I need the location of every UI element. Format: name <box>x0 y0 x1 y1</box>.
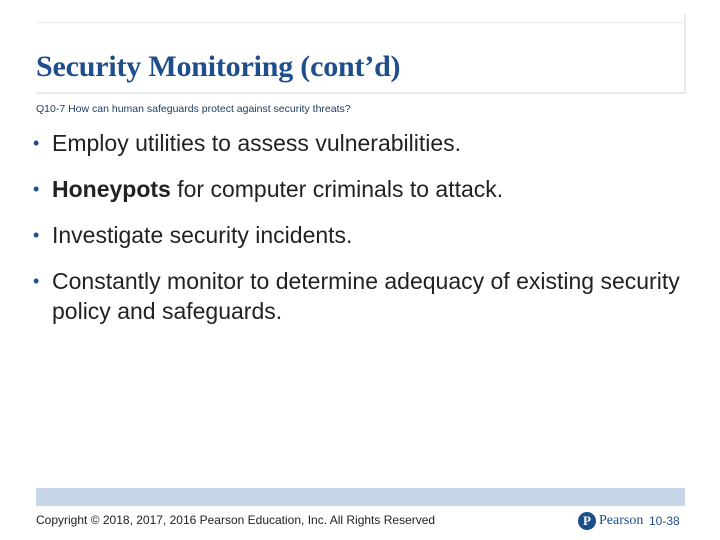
bullet-item <box>30 220 680 250</box>
bullet-bold-term: Honeypots <box>52 176 171 202</box>
pearson-logo <box>578 511 643 531</box>
bullet-dot: • <box>33 271 40 291</box>
bullet-text: Constantly monitor to determine adequacy of existing security policy and safeguards. <box>52 268 680 324</box>
bullet-dot: • <box>33 179 40 199</box>
pearson-logo-text: Pearson <box>599 513 644 528</box>
pearson-logo-icon: P <box>578 512 596 530</box>
frame-right-line <box>684 14 686 94</box>
bullet-item <box>30 128 680 158</box>
bullet-dot: • <box>33 133 40 153</box>
bullet-item <box>30 266 680 326</box>
slide-title: Security Monitoring (cont’d) <box>36 50 401 83</box>
frame-top-line <box>36 22 684 23</box>
bullet-text: for computer criminals to attack. <box>170 176 504 202</box>
bullet-list <box>30 128 680 342</box>
page-number: 10-38 <box>649 514 680 528</box>
bullet-item <box>30 174 680 204</box>
bullet-dot: • <box>33 225 40 245</box>
footer-band <box>36 488 685 506</box>
bullet-text: Investigate security incidents. <box>52 222 353 248</box>
copyright-text: Copyright © 2018, 2017, 2016 Pearson Education, Inc. All Rights Reserved <box>36 513 436 527</box>
slide-subtitle: Q10-7 How can human safeguards protect against security threats? <box>36 103 351 115</box>
bullet-text: Employ utilities to assess vulnerabilities. <box>52 130 462 156</box>
title-divider <box>36 92 686 94</box>
